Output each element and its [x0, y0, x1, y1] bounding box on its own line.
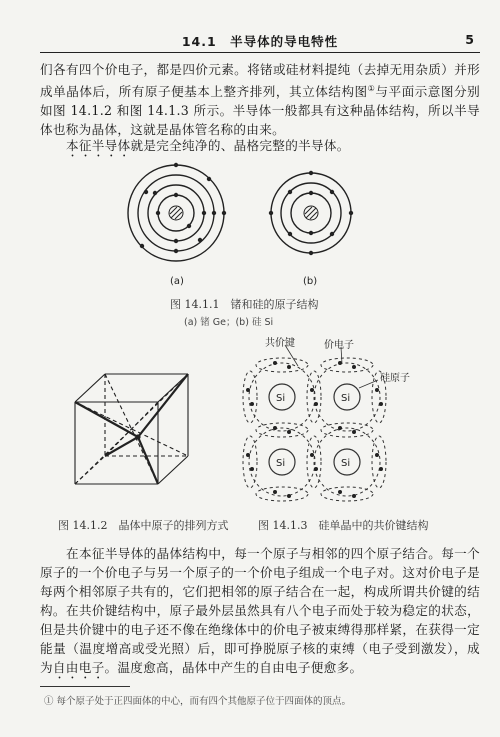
- paragraph-1-text-b: 与平面示意图分别如图 14.1.2 和图 14.1.3 所示。半导体一般都具有这种晶体结构，所以半导体也称为晶体，这就是晶体管名称的由来。: [40, 84, 480, 138]
- footnote-ref: ①: [367, 84, 376, 93]
- paragraph-1-text-a: 们各有四个价电子，都是四价元素。将锗或硅材料提纯（去掉无用杂质）并形成单晶体后，所有原子便基本上整齐排列，其立体结构图: [40, 62, 480, 100]
- label-valence-electron: 价电子: [324, 340, 354, 351]
- valence-electrons: [246, 361, 383, 498]
- figure-1-subcaption: (a) 锗 Ge；(b) 硅 Si: [184, 317, 274, 328]
- crystal-cube-diagram: [75, 374, 188, 484]
- silicon-nucleus: [304, 206, 318, 220]
- figure-3-caption: 图 14.1.3 硅单晶中的共价键结构: [258, 519, 429, 532]
- page-number: 5: [465, 32, 474, 47]
- section-title: 14.1 半导体的导电特性: [181, 34, 339, 49]
- atom-label-si: Si: [276, 393, 286, 404]
- figure-2-caption: 图 14.1.2 晶体中原子的排列方式: [58, 519, 229, 532]
- figure-1-caption: 图 14.1.1 锗和硅的原子结构: [170, 298, 319, 311]
- paragraph-4-text-b: 。温度愈高，晶体中产生的自由电子便愈多。: [104, 660, 363, 675]
- covalent-bond-lattice: [243, 358, 386, 501]
- paragraph-3: 在本征半导体的晶体结构中，每一个原子与相邻的四个原子结合。每一个原子的一个价电子与另一个原子的一个价电子组成一个电子对。这对价电子是每两个相邻原子共有的，它们把相邻的原子结合在一起，构成所谓共价键的结构。: [40, 546, 480, 618]
- label-covalent-bond: 共价键: [265, 338, 295, 349]
- term-free-electron: 自由电子: [52, 660, 105, 675]
- germanium-nucleus: [169, 206, 183, 220]
- paragraph-2-text: 就是完全纯净的、晶格完整的半导体。: [130, 138, 350, 153]
- footnote-rule: [40, 686, 130, 687]
- atom-label-si: Si: [276, 458, 286, 469]
- fig1-label-a: (a): [170, 276, 184, 287]
- crystal-cube-atoms: [135, 434, 140, 439]
- lattice-leader-lines: [285, 345, 378, 388]
- atom-label-si: Si: [341, 458, 351, 469]
- label-silicon-atom: 硅原子: [380, 373, 410, 384]
- term-intrinsic-semiconductor: 本征半导体: [66, 138, 131, 153]
- footnote: ① 每个原子处于正四面体的中心，而有四个其他原子位于四面体的顶点。: [44, 696, 352, 707]
- atom-label-si: Si: [341, 393, 351, 404]
- paragraph-4-text-a: 在共价键结构中，原子最外层虽然具有八个电子而处于较为稳定的状态，但是共价键中的电子还不像在绝缘体中的价电子被束缚得那样紧，在获得一定能量（温度增高或受光照）后，即可挣脱原子核的束缚（电子受到激发），成为: [40, 603, 480, 675]
- paragraph-4: [40, 601, 480, 682]
- fig1-label-b: (b): [303, 276, 318, 287]
